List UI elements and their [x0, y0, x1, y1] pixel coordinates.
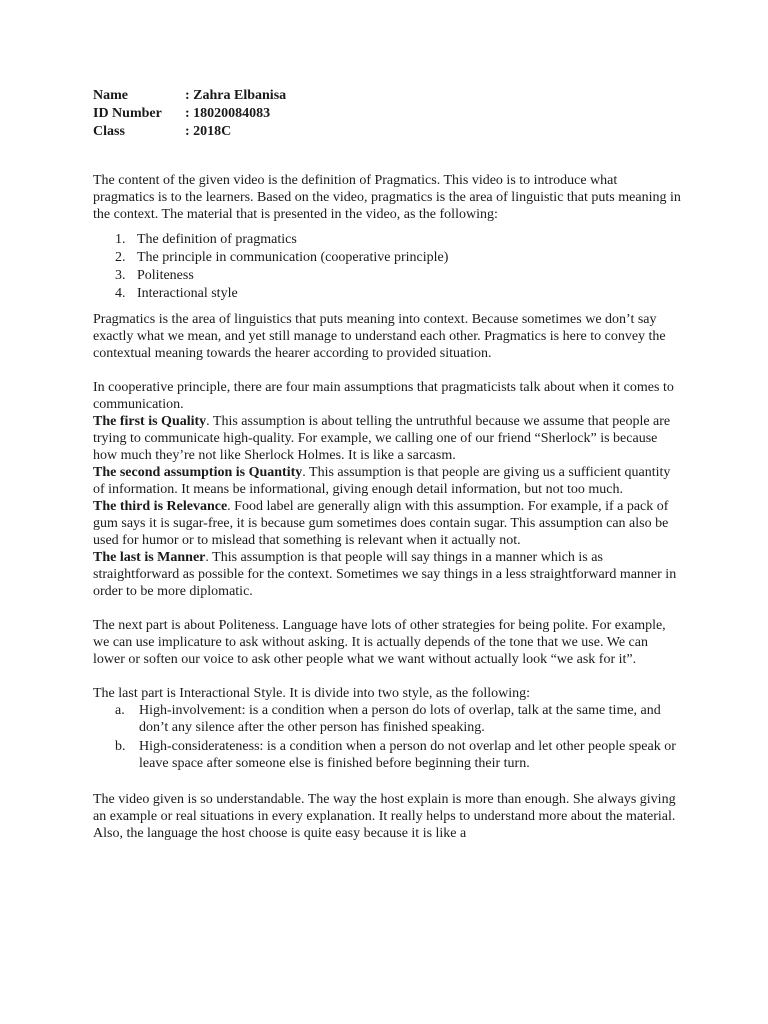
list-item: 3. Politeness — [115, 268, 194, 283]
conclusion-paragraph: The video given is so understandable. The way the host explain is more than enough. She always giving an example or real situations in every explanation. It really helps to understand more about the material. Also, the language the host choose is quite easy because it is like a — [93, 792, 676, 841]
politeness-paragraph: The next part is about Politeness. Language have lots of other strategies for being polite. For example, we can use implicature to ask without asking. It is actually depends of the tone that we use. We can lower or soften our voice to ask other people what we want without actually look “we ask for it”. — [93, 618, 666, 667]
list-item: 2. The principle in communication (cooperative principle) — [115, 250, 449, 265]
id-value: : 18020084083 — [185, 106, 271, 121]
cooperative-intro: In cooperative principle, there are four main assumptions that pragmaticists talk about when it comes to communication. — [93, 380, 674, 412]
quality-paragraph: The first is Quality. This assumption is about telling the untruthful because we assume that people are trying to communicate high-quality. For example, we calling one of our friend “Sherlock” is because how much they’re not like Sherlock Holmes. It is like a sarcasm. — [93, 414, 671, 463]
styles-list — [93, 702, 681, 772]
quantity-title: The second assumption is Quantity — [93, 465, 303, 480]
list-item: a. High-involvement: is a condition when a person do lots of overlap, talk at the same time, and don’t any silence after the other person has finished speaking. — [115, 703, 661, 735]
list-item: 1. The definition of pragmatics — [115, 232, 297, 247]
quality-title: The first is Quality — [93, 414, 207, 429]
interactional-style-intro: The last part is Interactional Style. It is divide into two style, as the following: — [93, 686, 531, 701]
class-row — [93, 123, 286, 141]
student-info — [93, 87, 286, 141]
topics-list — [93, 231, 681, 303]
relevance-title: The third is Relevance — [93, 499, 228, 514]
manner-paragraph: The last is Manner. This assumption is that people will say things in a manner which is as straightforward as possible for the context. Sometimes we say things in a less straightforward manner in order to be more diplomatic. — [93, 550, 677, 599]
relevance-paragraph: The third is Relevance. Food label are generally align with this assumption. For example, if a pack of gum says it is sugar-free, it is because gum sometimes does contain sugar. This assumption can also be used for humor or to mislead that something is relevant when it actually not. — [93, 499, 669, 548]
intro-paragraph: The content of the given video is the definition of Pragmatics. This video is to introduce what pragmatics is to the learners. Based on the video, pragmatics is the area of linguistic that puts meaning in the context. The material that is presented in the video, as the following: — [93, 173, 681, 222]
quantity-paragraph: The second assumption is Quantity. This assumption is that people are giving us a sufficient quantity of information. It means be informational, giving enough detail information, but not too much. — [93, 465, 671, 497]
name-row — [93, 87, 286, 105]
class-value: : 2018C — [185, 124, 232, 139]
id-row — [93, 105, 286, 123]
pragmatics-paragraph: Pragmatics is the area of linguistics that puts meaning into context. Because sometimes we don’t say exactly what we mean, and yet still manage to understand each other. Pragmatics is here to convey the contextual meaning towards the hearer according to provided situation. — [93, 312, 666, 361]
class-label: Class — [93, 124, 125, 139]
document-body — [93, 172, 681, 842]
list-item: b. High-considerateness: is a condition when a person do not overlap and let other people speak or leave space after someone else is finished before beginning their turn. — [115, 739, 676, 771]
list-item: 4. Interactional style — [115, 286, 238, 301]
name-label: Name — [93, 88, 128, 103]
id-label: ID Number — [93, 106, 162, 121]
name-value: : Zahra Elbanisa — [185, 88, 287, 103]
manner-title: The last is Manner — [93, 550, 206, 565]
